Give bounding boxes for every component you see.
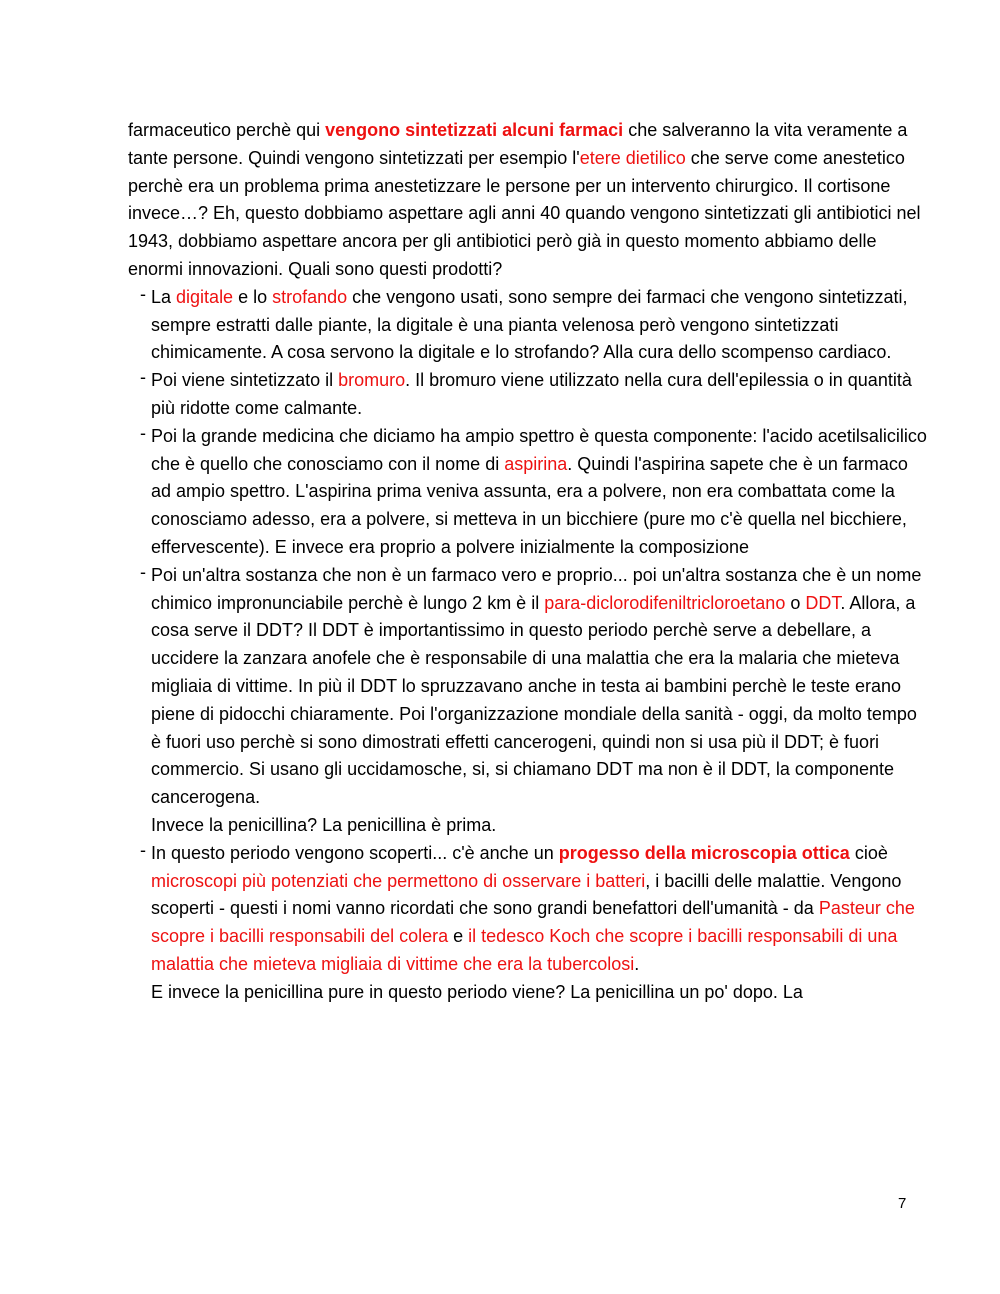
intro-paragraph [128, 117, 928, 284]
list-item-ddt [128, 562, 928, 840]
text-run: , i bacilli delle malattie. Vengono scoperti - questi i nomi vanno ricordati che sono grandi benefattori dell'umanità - da [151, 870, 902, 919]
highlight: etere dietilico [579, 147, 686, 168]
highlight: Pasteur che scopre i bacilli responsabili del colera [151, 898, 915, 947]
text-run: Poi viene sintetizzato il [151, 370, 339, 391]
continuation-line: Invece la penicillina? La penicillina è prima. [151, 814, 497, 835]
highlight: strofando [272, 286, 348, 307]
highlight: microscopi più potenziati che permettono di osservare i batteri [151, 870, 646, 891]
text-run: . Quindi l'aspirina sapete che è un farmaco ad ampio spettro. L'aspirina prima veniva assunta, era a polvere, non era combattata come la conosciamo adesso, era a polvere, si metteva in un bicchiere (pure mo c'è quella nel bicchiere, effervescente). E invece era proprio a polvere inizialmente la composizione [151, 453, 908, 557]
text-run: farmaceutico perchè qui [128, 120, 326, 140]
page-number: 7 [898, 1195, 907, 1212]
text-run: Poi la grande medicina che diciamo ha ampio spettro è questa componente: l'acido acetilsalicilico che è quello che conosciamo con il nome di [151, 425, 927, 474]
continuation-line: E invece la penicillina pure in questo periodo viene? La penicillina un po' dopo. La [151, 981, 803, 1002]
text-run: cioè [849, 842, 888, 863]
text-run: che vengono usati, sono sempre dei farmaci che vengono sintetizzati, sempre estratti dalle piante, la digitale è una pianta velenosa però vengono sintetizzati chimicamente. A cosa servono la digitale e lo strofando? Alla cura dello scompenso cardiaco. [151, 286, 908, 363]
text-run: che serve come anestetico perchè era un problema prima anestetizzare le persone per un intervento chirurgico. Il cortisone invece…? Eh, questo dobbiamo aspettare agli anni 40 quando vengono sintetizzati gli antibiotici nel 1943, dobbiamo aspettare ancora per gli antibiotici però già in questo momento abbiamo delle enormi innovazioni. Quali sono questi prodotti? [128, 147, 921, 279]
highlight-bold: progesso della microscopia ottica [558, 842, 850, 863]
highlight: aspirina [504, 453, 568, 474]
text-run: Poi un'altra sostanza che non è un farmaco vero e proprio... poi un'altra sostanza che è un nome chimico impronunciabile perchè è lungo 2 km è il [151, 564, 922, 613]
bullet-list [128, 284, 928, 1007]
text-run: e lo [233, 286, 273, 307]
text-run: La [151, 286, 177, 307]
list-item-aspirina [128, 423, 928, 562]
highlight: il tedesco Koch che scopre i bacilli responsabili di una malattia che mieteva migliaia di vittime che era la tubercolosi [151, 926, 898, 974]
text-run: o [785, 592, 806, 613]
text-run: . Il bromuro viene utilizzato nella cura dell'epilessia o in quantità più ridotte come calmante. [151, 370, 912, 418]
list-item-digitale [128, 284, 928, 367]
highlight-bold: vengono sintetizzati alcuni farmaci [325, 120, 624, 140]
text-run: . [634, 953, 640, 974]
text-run: In questo periodo vengono scoperti... c'è anche un [151, 842, 559, 863]
highlight: DDT [805, 592, 841, 613]
text-run: che salveranno la vita veramente a tante persone. Quindi vengono sintetizzati per esempio l' [128, 120, 908, 168]
highlight: digitale [176, 286, 234, 307]
text-run: . Allora, a cosa serve il DDT? Il DDT è importantissimo in questo periodo perchè serve a debellare, a uccidere la zanzara anofele che è responsabile di una malattia che era la malaria che mieteva migliaia di vittime. In più il DDT lo spruzzavano anche in testa ai bambini perchè le teste erano piene di pidocchi chiaramente. Poi l'organizzazione mondiale della sanità - oggi, da molto tempo è fuori uso perchè si sono dimostrati effetti cancerogeni, quindi non si usa più il DDT; è fuori commercio. Si usano gli uccidamosche, si, si chiamano DDT ma non è il DDT, la componente cancerogena. [151, 592, 917, 808]
page-body [128, 117, 928, 1007]
text-run: e [448, 926, 469, 947]
highlight: para-diclorodifeniltricloroetano [544, 592, 786, 613]
list-item-bromuro [128, 367, 928, 423]
highlight: bromuro [338, 370, 406, 391]
list-item-microscopia [128, 840, 928, 1007]
